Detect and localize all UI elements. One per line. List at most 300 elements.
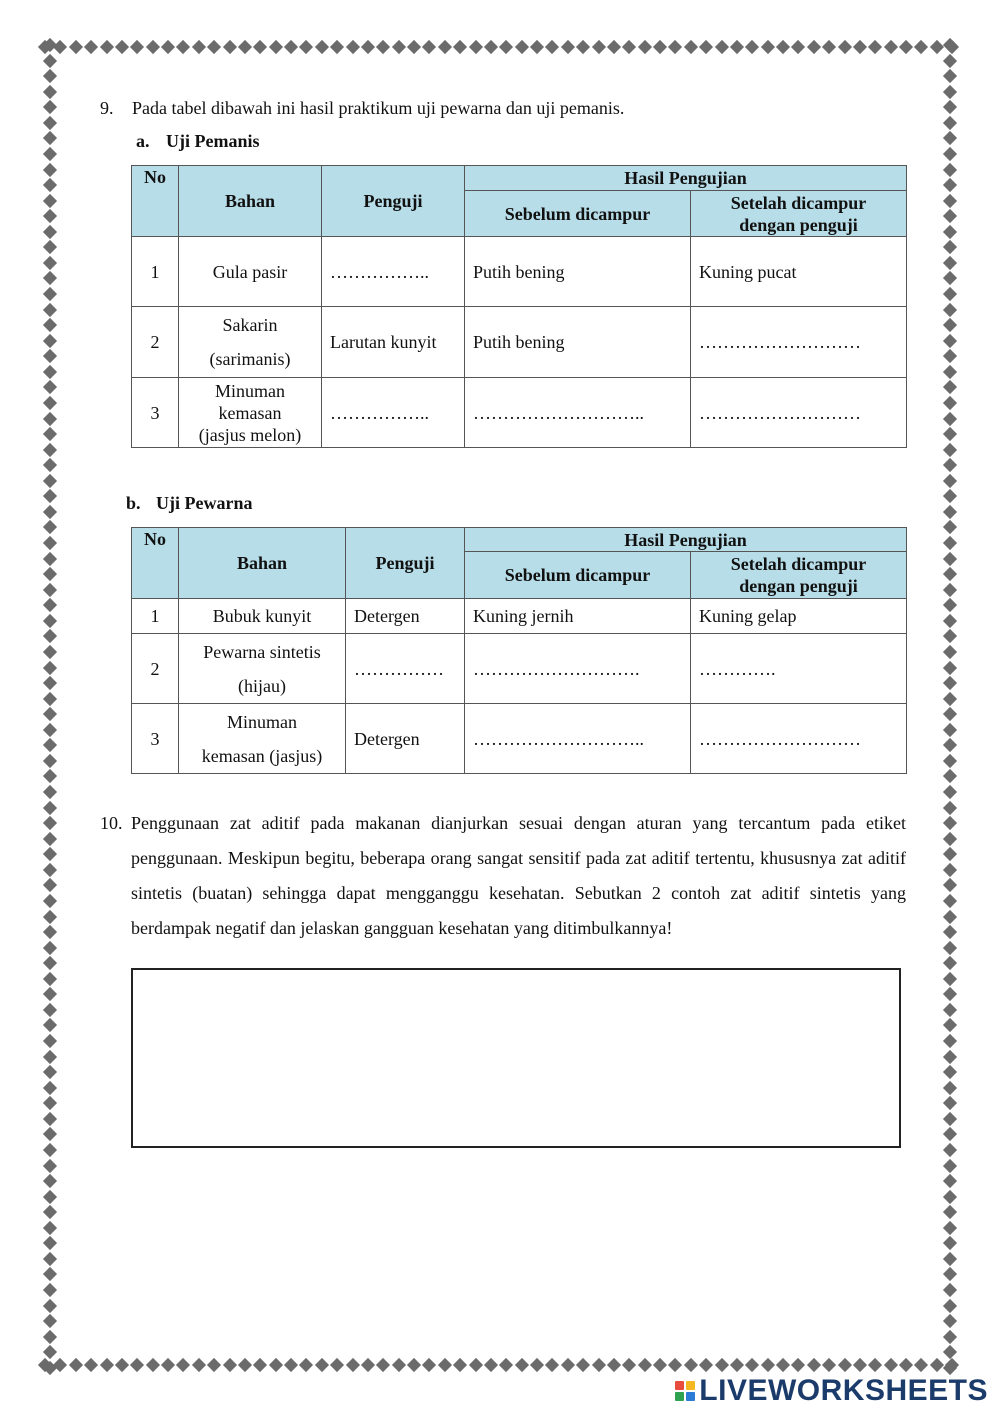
- frame-diamond: [361, 40, 375, 54]
- frame-diamond: [699, 1358, 713, 1372]
- frame-diamond: [43, 1003, 57, 1017]
- header-setelah-line1: Setelah dicampur: [730, 554, 867, 574]
- frame-diamond: [943, 1252, 957, 1266]
- frame-diamond: [943, 1065, 957, 1079]
- table-row: [132, 634, 907, 704]
- table-uji-pemanis: [131, 165, 907, 448]
- cell-sebelum: Putih bening: [465, 237, 691, 307]
- frame-diamond: [43, 800, 57, 814]
- cell-bahan-line2: kemasan: [218, 402, 282, 423]
- frame-diamond: [84, 1358, 98, 1372]
- frame-diamond: [943, 287, 957, 301]
- frame-diamond: [943, 520, 957, 534]
- header-setelah: [691, 191, 907, 237]
- table-row: [132, 378, 907, 448]
- frame-diamond: [943, 505, 957, 519]
- cell-setelah-blank[interactable]: ………………………: [691, 704, 907, 774]
- frame-diamond: [222, 40, 236, 54]
- header-bahan: Bahan: [179, 166, 322, 237]
- frame-diamond: [943, 551, 957, 565]
- frame-diamond: [943, 723, 957, 737]
- frame-diamond: [943, 785, 957, 799]
- frame-diamond: [315, 40, 329, 54]
- frame-diamond: [943, 1018, 957, 1032]
- frame-diamond: [43, 1330, 57, 1344]
- frame-diamond: [315, 1358, 329, 1372]
- frame-diamond: [43, 878, 57, 892]
- frame-diamond: [943, 1298, 957, 1312]
- cell-setelah-blank[interactable]: ………………………: [691, 307, 907, 378]
- frame-diamond: [943, 1345, 957, 1359]
- frame-diamond: [176, 40, 190, 54]
- frame-diamond: [43, 1345, 57, 1359]
- frame-diamond: [791, 1358, 805, 1372]
- frame-diamond: [943, 536, 957, 550]
- cell-penguji: Larutan kunyit: [322, 307, 465, 378]
- frame-diamond: [43, 520, 57, 534]
- frame-diamond: [943, 474, 957, 488]
- frame-diamond: [43, 1361, 57, 1375]
- cell-no: 3: [132, 378, 179, 448]
- frame-diamond: [484, 1358, 498, 1372]
- frame-diamond: [943, 1096, 957, 1110]
- frame-diamond: [253, 1358, 267, 1372]
- frame-right-border: [941, 40, 959, 1374]
- frame-diamond: [376, 1358, 390, 1372]
- logo-square-red: [675, 1381, 684, 1390]
- cell-bahan: [179, 704, 346, 774]
- frame-diamond: [43, 1298, 57, 1312]
- cell-bahan: Bubuk kunyit: [179, 599, 346, 634]
- cell-penguji: Detergen: [346, 599, 465, 634]
- frame-diamond: [853, 40, 867, 54]
- frame-diamond: [43, 100, 57, 114]
- frame-diamond: [943, 489, 957, 503]
- frame-diamond: [943, 334, 957, 348]
- frame-diamond: [43, 832, 57, 846]
- frame-diamond: [43, 941, 57, 955]
- frame-diamond: [607, 40, 621, 54]
- frame-diamond: [43, 1205, 57, 1219]
- frame-diamond: [43, 1096, 57, 1110]
- frame-diamond: [914, 1358, 928, 1372]
- frame-diamond: [43, 847, 57, 861]
- frame-diamond: [43, 1127, 57, 1141]
- frame-diamond: [943, 209, 957, 223]
- frame-diamond: [791, 40, 805, 54]
- frame-diamond: [499, 1358, 513, 1372]
- frame-diamond: [943, 598, 957, 612]
- frame-diamond: [943, 302, 957, 316]
- frame-diamond: [361, 1358, 375, 1372]
- frame-diamond: [43, 1081, 57, 1095]
- frame-diamond: [943, 349, 957, 363]
- frame-diamond: [299, 40, 313, 54]
- frame-diamond: [284, 1358, 298, 1372]
- frame-diamond: [943, 583, 957, 597]
- table-row: [132, 599, 907, 634]
- frame-diamond: [943, 443, 957, 457]
- liveworksheets-wordmark: LIVEWORKSHEETS: [699, 1374, 988, 1407]
- frame-diamond: [43, 536, 57, 550]
- frame-diamond: [943, 1127, 957, 1141]
- frame-diamond: [943, 365, 957, 379]
- frame-diamond: [43, 676, 57, 690]
- cell-penguji-blank[interactable]: ……………: [346, 634, 465, 704]
- frame-diamond: [776, 40, 790, 54]
- cell-setelah-blank[interactable]: ………….: [691, 634, 907, 704]
- frame-diamond: [943, 380, 957, 394]
- frame-diamond: [453, 40, 467, 54]
- frame-diamond: [43, 567, 57, 581]
- frame-diamond: [43, 1314, 57, 1328]
- frame-diamond: [130, 40, 144, 54]
- frame-diamond: [499, 40, 513, 54]
- frame-diamond: [943, 1174, 957, 1188]
- frame-diamond: [530, 40, 544, 54]
- frame-diamond: [699, 40, 713, 54]
- frame-diamond: [730, 1358, 744, 1372]
- frame-diamond: [668, 40, 682, 54]
- frame-diamond: [43, 505, 57, 519]
- frame-diamond: [161, 40, 175, 54]
- frame-diamond: [43, 194, 57, 208]
- frame-diamond: [43, 396, 57, 410]
- section-b-heading: [126, 493, 252, 514]
- frame-diamond: [622, 1358, 636, 1372]
- frame-diamond: [943, 178, 957, 192]
- frame-diamond: [576, 1358, 590, 1372]
- frame-diamond: [899, 40, 913, 54]
- cell-setelah: Kuning gelap: [691, 599, 907, 634]
- frame-diamond: [943, 411, 957, 425]
- frame-diamond: [43, 411, 57, 425]
- frame-diamond: [943, 162, 957, 176]
- cell-bahan-line2: kemasan (jasjus): [201, 745, 323, 766]
- frame-diamond: [607, 1358, 621, 1372]
- cell-bahan-line2: (sarimanis): [209, 349, 291, 369]
- frame-diamond: [943, 240, 957, 254]
- header-setelah-line1: Setelah dicampur: [730, 192, 867, 213]
- header-no: No: [132, 166, 179, 237]
- frame-diamond: [43, 925, 57, 939]
- frame-diamond: [576, 40, 590, 54]
- frame-diamond: [943, 1314, 957, 1328]
- table-row: [132, 704, 907, 774]
- frame-top-border: [40, 38, 958, 56]
- cell-penguji: Detergen: [346, 704, 465, 774]
- frame-diamond: [43, 458, 57, 472]
- header-sebelum: Sebelum dicampur: [465, 191, 691, 237]
- frame-diamond: [943, 894, 957, 908]
- frame-diamond: [99, 1358, 113, 1372]
- frame-diamond: [684, 1358, 698, 1372]
- frame-diamond: [638, 1358, 652, 1372]
- frame-diamond: [853, 1358, 867, 1372]
- frame-diamond: [43, 551, 57, 565]
- frame-diamond: [943, 1283, 957, 1297]
- frame-diamond: [943, 100, 957, 114]
- frame-diamond: [43, 53, 57, 67]
- frame-diamond: [43, 987, 57, 1001]
- frame-diamond: [761, 40, 775, 54]
- frame-bottom-border: [40, 1356, 958, 1374]
- section-b-title: Uji Pewarna: [156, 493, 253, 513]
- frame-diamond: [43, 380, 57, 394]
- frame-diamond: [943, 256, 957, 270]
- frame-diamond: [943, 972, 957, 986]
- frame-diamond: [422, 1358, 436, 1372]
- frame-diamond: [43, 85, 57, 99]
- frame-diamond: [943, 1034, 957, 1048]
- table-row: [132, 237, 907, 307]
- frame-diamond: [192, 1358, 206, 1372]
- frame-diamond: [653, 1358, 667, 1372]
- frame-diamond: [837, 1358, 851, 1372]
- frame-diamond: [591, 40, 605, 54]
- cell-bahan-line1: Minuman: [215, 380, 285, 401]
- frame-diamond: [868, 1358, 882, 1372]
- frame-diamond: [943, 1081, 957, 1095]
- frame-diamond: [484, 40, 498, 54]
- cell-bahan-line1: Minuman: [227, 711, 297, 732]
- frame-diamond: [43, 474, 57, 488]
- frame-diamond: [43, 178, 57, 192]
- frame-diamond: [43, 365, 57, 379]
- frame-diamond: [43, 972, 57, 986]
- header-bahan: Bahan: [179, 528, 346, 599]
- question-10-text: Penggunaan zat aditif pada makanan dianjurkan sesuai dengan aturan yang tercantum pada etiket penggunaan. Meskipun begitu, beberapa orang sangat sensitif pada zat aditif tertentu, khususnya zat aditif sintetis (buatan) sehingga dapat mengganggu kesehatan. Sebutkan 2 contoh zat aditif sintetis yang berdampak negatif dan jelaskan gangguan kesehatan yang ditimbulkannya!: [131, 813, 906, 938]
- frame-diamond: [453, 1358, 467, 1372]
- answer-box[interactable]: [131, 968, 901, 1148]
- cell-setelah-blank[interactable]: ………………………: [691, 378, 907, 448]
- frame-diamond: [43, 1049, 57, 1063]
- frame-diamond: [943, 925, 957, 939]
- frame-diamond: [43, 131, 57, 145]
- cell-no: 1: [132, 237, 179, 307]
- cell-sebelum-blank[interactable]: ………………………..: [465, 378, 691, 448]
- frame-diamond: [392, 1358, 406, 1372]
- frame-diamond: [392, 40, 406, 54]
- cell-sebelum-blank[interactable]: ………………………..: [465, 704, 691, 774]
- frame-diamond: [43, 116, 57, 130]
- frame-diamond: [43, 1221, 57, 1235]
- cell-bahan-line3: (jasjus melon): [198, 424, 302, 445]
- liveworksheets-logo: [675, 1374, 988, 1408]
- frame-diamond: [943, 1205, 957, 1219]
- logo-square-green: [675, 1392, 684, 1401]
- frame-diamond: [43, 302, 57, 316]
- frame-diamond: [99, 40, 113, 54]
- frame-diamond: [545, 1358, 559, 1372]
- frame-diamond: [807, 1358, 821, 1372]
- cell-bahan-line1: Sakarin: [222, 315, 278, 335]
- frame-diamond: [43, 769, 57, 783]
- frame-diamond: [684, 40, 698, 54]
- frame-diamond: [943, 1112, 957, 1126]
- frame-diamond: [43, 660, 57, 674]
- frame-diamond: [43, 1112, 57, 1126]
- cell-sebelum-blank[interactable]: ……………………….: [465, 634, 691, 704]
- frame-diamond: [914, 40, 928, 54]
- frame-diamond: [284, 40, 298, 54]
- frame-diamond: [69, 1358, 83, 1372]
- cell-penguji-blank[interactable]: ……………..: [322, 237, 465, 307]
- frame-diamond: [714, 40, 728, 54]
- frame-diamond: [43, 1236, 57, 1250]
- frame-diamond: [43, 318, 57, 332]
- frame-diamond: [714, 1358, 728, 1372]
- logo-square-yellow: [686, 1381, 695, 1390]
- header-setelah-line2: dengan penguji: [739, 576, 858, 596]
- frame-diamond: [43, 598, 57, 612]
- frame-diamond: [43, 909, 57, 923]
- header-setelah: [691, 552, 907, 599]
- frame-diamond: [822, 1358, 836, 1372]
- frame-diamond: [43, 1158, 57, 1172]
- frame-left-border: [41, 40, 59, 1374]
- frame-diamond: [943, 131, 957, 145]
- frame-diamond: [745, 1358, 759, 1372]
- frame-diamond: [943, 1267, 957, 1281]
- frame-diamond: [43, 162, 57, 176]
- frame-diamond: [561, 1358, 575, 1372]
- header-penguji: Penguji: [346, 528, 465, 599]
- cell-penguji-blank[interactable]: ……………..: [322, 378, 465, 448]
- frame-diamond: [43, 256, 57, 270]
- frame-diamond: [407, 1358, 421, 1372]
- frame-diamond: [192, 40, 206, 54]
- cell-bahan: [179, 634, 346, 704]
- frame-diamond: [822, 40, 836, 54]
- frame-diamond: [468, 1358, 482, 1372]
- frame-diamond: [269, 1358, 283, 1372]
- frame-diamond: [43, 1174, 57, 1188]
- frame-diamond: [943, 660, 957, 674]
- frame-diamond: [43, 69, 57, 83]
- frame-diamond: [943, 53, 957, 67]
- frame-diamond: [176, 1358, 190, 1372]
- section-a-letter: a.: [136, 131, 150, 151]
- frame-diamond: [43, 427, 57, 441]
- frame-diamond: [943, 116, 957, 130]
- frame-diamond: [43, 816, 57, 830]
- frame-diamond: [943, 567, 957, 581]
- frame-diamond: [899, 1358, 913, 1372]
- cell-bahan: [179, 307, 322, 378]
- frame-diamond: [43, 629, 57, 643]
- frame-diamond: [43, 1267, 57, 1281]
- cell-no: 2: [132, 634, 179, 704]
- frame-diamond: [561, 40, 575, 54]
- frame-diamond: [868, 40, 882, 54]
- frame-diamond: [943, 318, 957, 332]
- frame-diamond: [43, 147, 57, 161]
- frame-diamond: [943, 863, 957, 877]
- frame-diamond: [43, 692, 57, 706]
- frame-diamond: [438, 1358, 452, 1372]
- frame-diamond: [943, 707, 957, 721]
- frame-diamond: [43, 645, 57, 659]
- frame-diamond: [146, 40, 160, 54]
- cell-no: 3: [132, 704, 179, 774]
- frame-diamond: [943, 800, 957, 814]
- frame-diamond: [943, 629, 957, 643]
- frame-diamond: [943, 847, 957, 861]
- header-hasil-pengujian: Hasil Pengujian: [465, 528, 907, 552]
- cell-setelah: Kuning pucat: [691, 237, 907, 307]
- frame-diamond: [943, 1236, 957, 1250]
- frame-diamond: [43, 1143, 57, 1157]
- cell-bahan-line2: (hijau): [238, 675, 286, 696]
- frame-diamond: [269, 40, 283, 54]
- frame-diamond: [530, 1358, 544, 1372]
- frame-diamond: [468, 40, 482, 54]
- frame-diamond: [807, 40, 821, 54]
- frame-diamond: [238, 1358, 252, 1372]
- cell-sebelum: Kuning jernih: [465, 599, 691, 634]
- frame-diamond: [761, 1358, 775, 1372]
- frame-diamond: [943, 614, 957, 628]
- frame-diamond: [943, 1361, 957, 1375]
- frame-diamond: [43, 754, 57, 768]
- frame-diamond: [943, 1158, 957, 1172]
- frame-diamond: [330, 1358, 344, 1372]
- frame-diamond: [943, 941, 957, 955]
- frame-diamond: [130, 1358, 144, 1372]
- frame-diamond: [299, 1358, 313, 1372]
- frame-diamond: [253, 40, 267, 54]
- table-row: [132, 307, 907, 378]
- frame-diamond: [943, 1003, 957, 1017]
- liveworksheets-logo-icon: [675, 1381, 695, 1401]
- frame-diamond: [84, 40, 98, 54]
- frame-diamond: [43, 225, 57, 239]
- header-sebelum: Sebelum dicampur: [465, 552, 691, 599]
- frame-diamond: [43, 1283, 57, 1297]
- header-hasil-pengujian: Hasil Pengujian: [465, 166, 907, 191]
- frame-diamond: [43, 287, 57, 301]
- frame-diamond: [943, 816, 957, 830]
- frame-diamond: [943, 878, 957, 892]
- frame-diamond: [43, 334, 57, 348]
- frame-diamond: [43, 38, 57, 52]
- frame-diamond: [943, 194, 957, 208]
- frame-diamond: [515, 1358, 529, 1372]
- frame-diamond: [943, 396, 957, 410]
- frame-diamond: [943, 1190, 957, 1204]
- frame-diamond: [161, 1358, 175, 1372]
- question-10: [100, 806, 906, 946]
- frame-diamond: [69, 40, 83, 54]
- frame-diamond: [943, 645, 957, 659]
- frame-diamond: [943, 692, 957, 706]
- frame-diamond: [545, 40, 559, 54]
- question-9-number: 9.: [100, 98, 114, 118]
- header-setelah-line2: dengan penguji: [739, 214, 858, 235]
- frame-diamond: [43, 614, 57, 628]
- frame-diamond: [207, 40, 221, 54]
- frame-diamond: [884, 1358, 898, 1372]
- cell-bahan: [179, 378, 322, 448]
- frame-diamond: [43, 583, 57, 597]
- frame-diamond: [43, 956, 57, 970]
- frame-diamond: [653, 40, 667, 54]
- frame-diamond: [943, 956, 957, 970]
- frame-diamond: [43, 209, 57, 223]
- cell-no: 2: [132, 307, 179, 378]
- frame-diamond: [146, 1358, 160, 1372]
